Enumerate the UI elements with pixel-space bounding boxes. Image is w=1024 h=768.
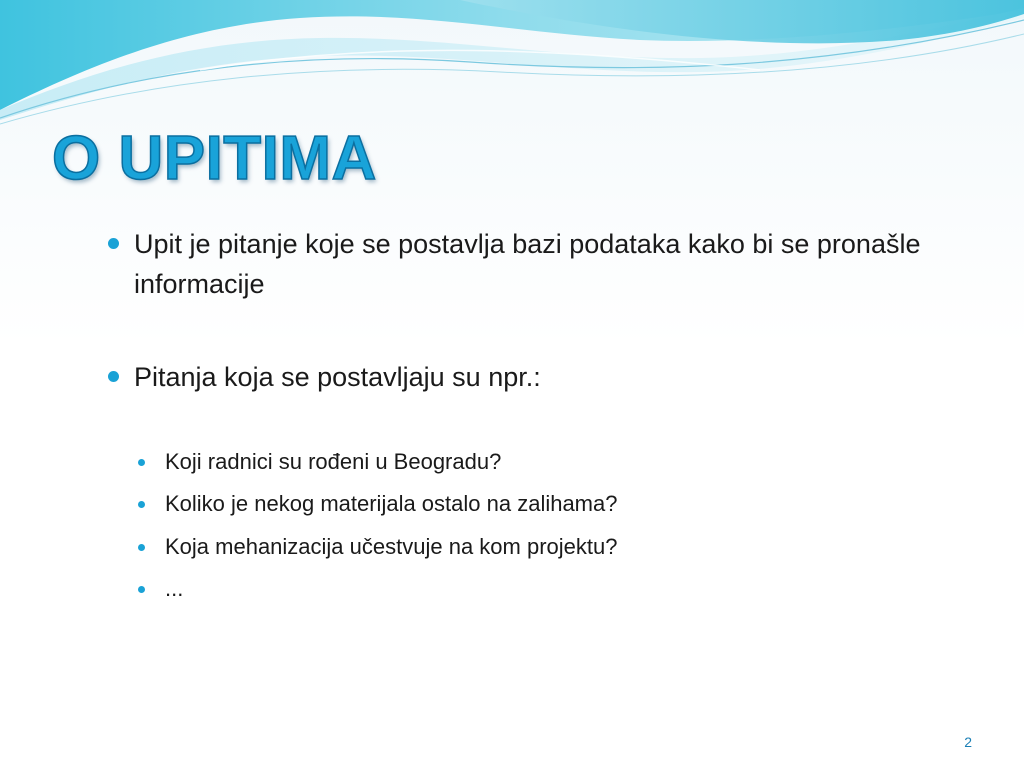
sub-bullet-text: ... xyxy=(165,576,184,601)
sub-bullet-text: Koji radnici su rođeni u Beogradu? xyxy=(165,449,502,474)
bullet-item xyxy=(108,357,928,397)
sub-bullet-dot-icon xyxy=(138,544,145,551)
sub-bullet-item xyxy=(138,532,938,562)
bullet-text: Upit je pitanje koje se postavlja bazi podataka kako bi se pronašle informacije xyxy=(134,229,921,299)
bullet-text: Pitanja koja se postavljaju su npr.: xyxy=(134,362,541,392)
sub-bullet-item xyxy=(138,574,938,604)
slide-title: O UPITIMA xyxy=(52,124,377,193)
bullet-item xyxy=(108,224,928,304)
bullet-dot-icon xyxy=(108,238,119,249)
bullet-dot-icon xyxy=(108,371,119,382)
page-number: 2 xyxy=(964,734,972,750)
sub-bullet-item xyxy=(138,489,938,519)
sub-bullet-text: Koliko je nekog materijala ostalo na zalihama? xyxy=(165,491,618,516)
sub-bullet-dot-icon xyxy=(138,501,145,508)
header-wave-decoration xyxy=(0,0,1024,130)
sub-bullet-dot-icon xyxy=(138,459,145,466)
sub-bullet-dot-icon xyxy=(138,586,145,593)
sub-bullet-text: Koja mehanizacija učestvuje na kom projektu? xyxy=(165,534,618,559)
sub-bullet-item xyxy=(138,447,938,477)
